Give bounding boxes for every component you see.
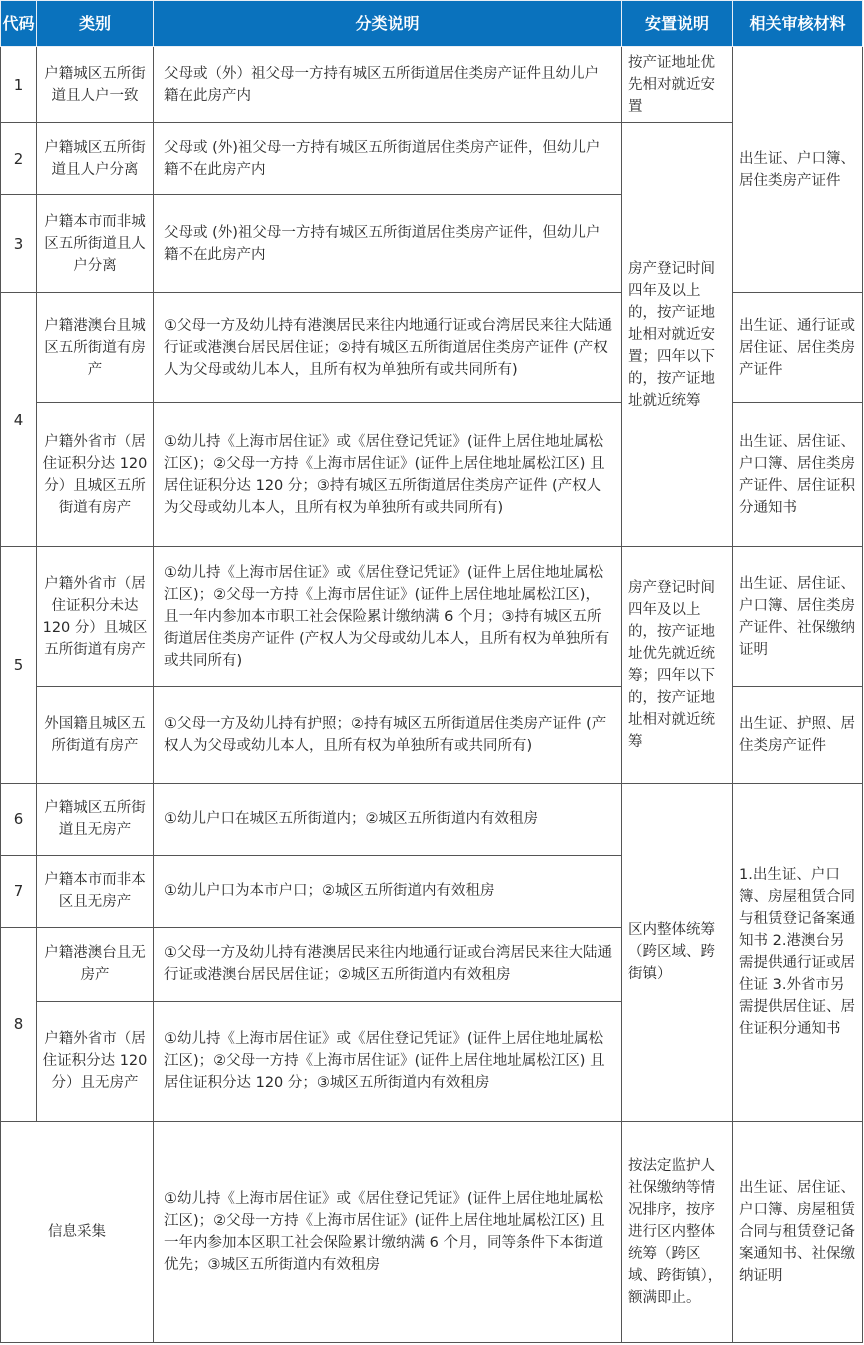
row-code: 4 [1,293,37,547]
table-row [1,1121,863,1342]
row-category: 户籍城区五所街道且无房产 [37,783,154,855]
row-category: 户籍外省市（居住证积分达 120 分）且城区五所街道有房产 [37,403,154,547]
row-code: 6 [1,783,37,855]
row-materials: 出生证、居住证、户口簿、居住类房产证件、居住证积分通知书 [733,403,863,547]
row-description: 父母或 (外)祖父母一方持有城区五所街道居住类房产证件，但幼儿户籍不在此房产内 [154,195,622,293]
table-header-row [1,1,863,47]
row-description: 父母或 (外)祖父母一方持有城区五所街道居住类房产证件，但幼儿户籍不在此房产内 [154,123,622,195]
table-row [1,403,863,547]
header-code: 代码 [1,1,37,47]
row-description: ①父母一方及幼儿持有护照；②持有城区五所街道居住类房产证件 (产权人为父母或幼儿本人，且所有权为单独所有或共同所有) [154,687,622,783]
row-description: ①幼儿持《上海市居住证》或《居住登记凭证》(证件上居住地址属松江区)；②父母一方持《上海市居住证》(证件上居住地址属松江区)，且一年内参加本市职工社会保险累计缴纳满 6 个月；③持有城区五所街道居住类房产证件 (产权人为父母或幼儿本人，且所有权为单独所有或共同所有) [154,547,622,687]
row-category: 户籍本市而非本区且无房产 [37,855,154,927]
row-category: 户籍城区五所街道且人户一致 [37,47,154,123]
row-placement: 房产登记时间四年及以上的，按产证地址优先就近统筹；四年以下的，按产证地址相对就近统筹 [622,547,733,783]
header-description: 分类说明 [154,1,622,47]
row-code: 3 [1,195,37,293]
row-placement: 按法定监护人社保缴纳等情况排序，按序进行区内整体统筹（跨区域、跨街镇），额满即止。 [622,1121,733,1342]
row-materials: 出生证、护照、居住类房产证件 [733,687,863,783]
row-materials: 出生证、居住证、户口簿、居住类房产证件、社保缴纳证明 [733,547,863,687]
row-placement: 区内整体统筹（跨区域、跨街镇） [622,783,733,1121]
row-description: ①幼儿户口为本市户口；②城区五所街道内有效租房 [154,855,622,927]
row-category: 户籍本市而非城区五所街道且人户分离 [37,195,154,293]
row-category: 户籍外省市（居住证积分达 120 分）且无房产 [37,1001,154,1121]
row-placement: 按产证地址优先相对就近安置 [622,47,733,123]
row-placement-shared: 房产登记时间四年及以上的，按产证地址相对就近安置；四年以下的，按产证地址就近统筹 [622,123,733,547]
row-category: 户籍港澳台且城区五所街道有房产 [37,293,154,403]
row-materials: 出生证、居住证、户口簿、房屋租赁合同与租赁登记备案通知书、社保缴纳证明 [733,1121,863,1342]
row-description: ①父母一方及幼儿持有港澳居民来往内地通行证或台湾居民来往大陆通行证或港澳台居民居住证；②城区五所街道内有效租房 [154,927,622,1001]
row-description: ①父母一方及幼儿持有港澳居民来往内地通行证或台湾居民来往大陆通行证或港澳台居民居住证；②持有城区五所街道居住类房产证件 (产权人为父母或幼儿本人，且所有权为单独所有或共同所有) [154,293,622,403]
header-materials: 相关审核材料 [733,1,863,47]
row-description: 父母或（外）祖父母一方持有城区五所街道居住类房产证件且幼儿户籍在此房产内 [154,47,622,123]
row-category: 户籍外省市（居住证积分未达 120 分）且城区五所街道有房产 [37,547,154,687]
row-code: 7 [1,855,37,927]
table-row [1,293,863,403]
row-category: 外国籍且城区五所街道有房产 [37,687,154,783]
row-materials: 出生证、户口簿、居住类房产证件 [733,47,863,293]
row-category: 户籍城区五所街道且人户分离 [37,123,154,195]
row-materials: 1.出生证、户口簿、房屋租赁合同与租赁登记备案通知书 2.港澳台另需提供通行证或居住证 3.外省市另需提供居住证、居住证积分通知书 [733,783,863,1121]
row-category: 信息采集 [1,1121,154,1342]
table-row [1,783,863,855]
row-description: ①幼儿持《上海市居住证》或《居住登记凭证》(证件上居住地址属松江区)；②父母一方持《上海市居住证》(证件上居住地址属松江区) 且居住证积分达 120 分；③城区五所街道内有效租房 [154,1001,622,1121]
row-description: ①幼儿持《上海市居住证》或《居住登记凭证》(证件上居住地址属松江区)；②父母一方持《上海市居住证》(证件上居住地址属松江区) 且居住证积分达 120 分；③持有城区五所街道居住类房产证件 (产权人为父母或幼儿本人，且所有权为单独所有或共同所有) [154,403,622,547]
row-description: ①幼儿户口在城区五所街道内；②城区五所街道内有效租房 [154,783,622,855]
row-description: ①幼儿持《上海市居住证》或《居住登记凭证》(证件上居住地址属松江区)；②父母一方持《上海市居住证》(证件上居住地址属松江区) 且一年内参加本区职工社会保险累计缴纳满 6 个月，同等条件下本街道优先；③城区五所街道内有效租房 [154,1121,622,1342]
table-row [1,687,863,783]
row-category: 户籍港澳台且无房产 [37,927,154,1001]
header-category: 类别 [37,1,154,47]
row-code: 2 [1,123,37,195]
table-row [1,547,863,687]
row-code: 5 [1,547,37,783]
table-row [1,47,863,123]
row-code: 1 [1,47,37,123]
row-code: 8 [1,927,37,1121]
header-placement: 安置说明 [622,1,733,47]
row-materials: 出生证、通行证或居住证、居住类房产证件 [733,293,863,403]
